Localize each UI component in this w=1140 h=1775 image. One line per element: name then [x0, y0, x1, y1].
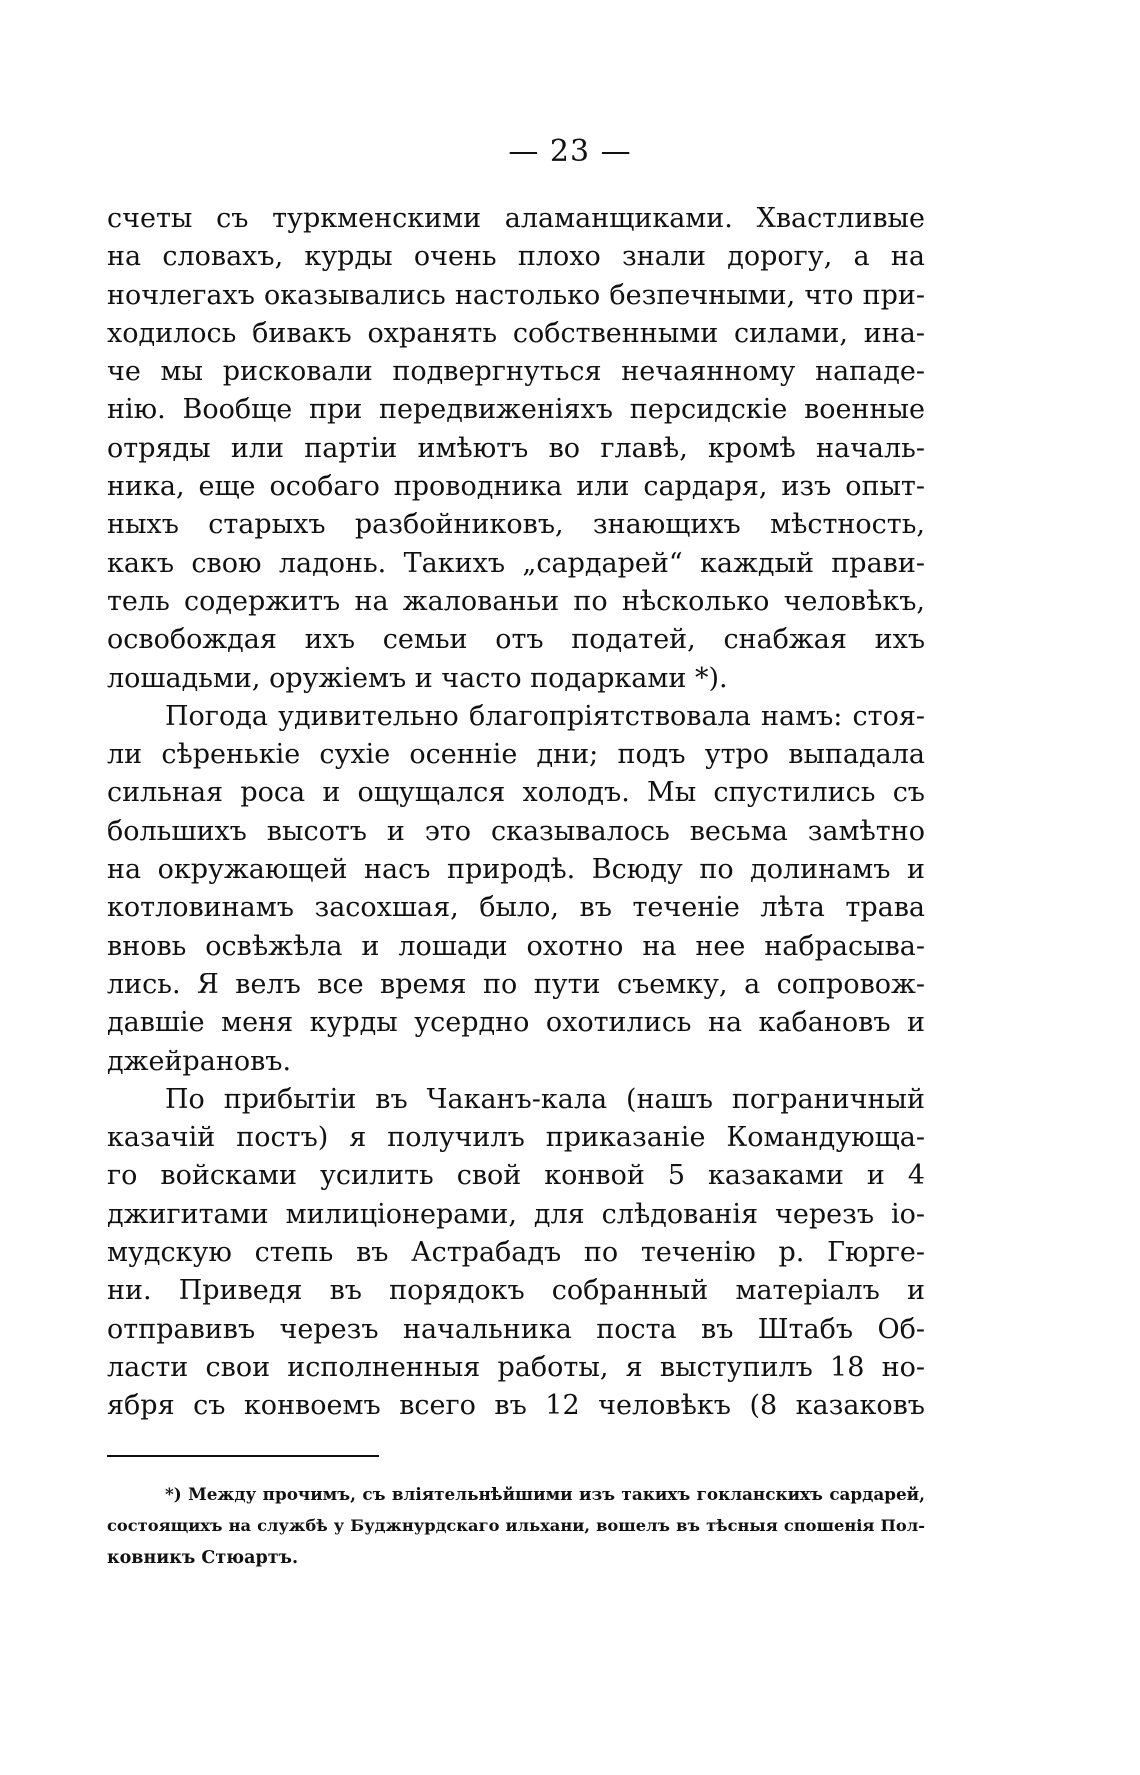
text-line: ября съ конвоемъ всего въ 12 человѣкъ (8 казаковъ [107, 1390, 925, 1422]
text-line: отряды или партіи имѣютъ во главѣ, кромѣ началь- [107, 432, 925, 464]
text-line: ныхъ старыхъ разбойниковъ, знающихъ мѣстность, [107, 509, 925, 541]
text-line: на словахъ, курды очень плохо знали дорогу, а на [107, 241, 925, 273]
text-line: вновь освѣжѣла и лошади охотно на нее набрасыва- [107, 930, 925, 962]
main-text [107, 200, 925, 1426]
text-line: ходилось бивакъ охранять собственными силами, ина- [107, 317, 925, 349]
text-line: большихъ высотъ и это сказывалось весьма замѣтно [107, 815, 925, 847]
text-line: мудскую степь въ Астрабадъ по теченію р. Гюрге- [107, 1237, 925, 1269]
text-line: на окружающей насъ природѣ. Всюду по долинамъ и [107, 854, 925, 886]
paragraph-start-line: По прибытіи въ Чаканъ-кала (нашъ пограничный [165, 1083, 925, 1115]
text-line: че мы рисковали подвергнуться нечаянному нападе- [107, 356, 925, 388]
text-line: нію. Вообще при передвиженіяхъ персидскіе военные [107, 394, 925, 426]
text-line: го войсками усилить свой конвой 5 казаками и 4 [107, 1160, 925, 1192]
footnote-divider [107, 1455, 379, 1457]
text-line: лись. Я велъ все время по пути съемку, а сопровож- [107, 968, 925, 1000]
paragraph-start-line: Погода удивительно благопріятствовала намъ: стоя- [165, 700, 925, 732]
footnote-line: состоящихъ на службѣ у Буджнурдскаго ильхани, вошелъ въ тѣсныя спошенія Пол- [107, 1516, 925, 1535]
footnote-line: *) Между прочимъ, съ вліятельнѣйшими изъ такихъ гокланскихъ сардарей, [165, 1484, 925, 1504]
text-line: ласти свои исполненныя работы, я выступилъ 18 но- [107, 1351, 925, 1383]
paragraph-end-line: джейрановъ. [107, 1045, 292, 1077]
text-line: ни. Приведя въ порядокъ собранный матеріалъ и [107, 1275, 925, 1307]
text-line: ночлегахъ оказывались настолько безпечными, что при- [107, 279, 925, 311]
text-line: давшіе меня курды усердно охотились на кабановъ и [107, 1007, 925, 1039]
text-line: какъ свою ладонь. Такихъ „сардарей“ каждый прави- [107, 547, 925, 579]
text-line: счеты съ туркменскими аламанщиками. Хвастливые [107, 203, 925, 234]
text-line: джигитами милиціонерами, для слѣдованія черезъ іо- [107, 1198, 925, 1230]
text-line: отправивъ черезъ начальника поста въ Штабъ Об- [107, 1313, 925, 1345]
page-number: — 23 — [508, 134, 632, 169]
text-line: тель содержитъ на жалованьи по нѣсколько человѣкъ, [107, 585, 925, 617]
text-line: котловинамъ засохшая, было, въ теченіе лѣта трава [107, 892, 925, 924]
paragraph-end-line: лошадьми, оружіемъ и часто подарками *). [107, 662, 728, 694]
text-line: ли сѣренькіе сухіе осенніе дни; подъ утро выпадала [107, 739, 925, 771]
text-line: казачій постъ) я получилъ приказаніе Командующа- [107, 1122, 925, 1154]
text-line: сильная роса и ощущался холодъ. Мы спустились съ [107, 777, 925, 809]
text-line: ника, еще особаго проводника или сардаря, изъ опыт- [107, 471, 925, 503]
text-line: освобождая ихъ семьи отъ податей, снабжая ихъ [107, 624, 925, 656]
footnote-line: ковникъ Стюартъ. [107, 1548, 299, 1568]
footnote [107, 1478, 925, 1574]
